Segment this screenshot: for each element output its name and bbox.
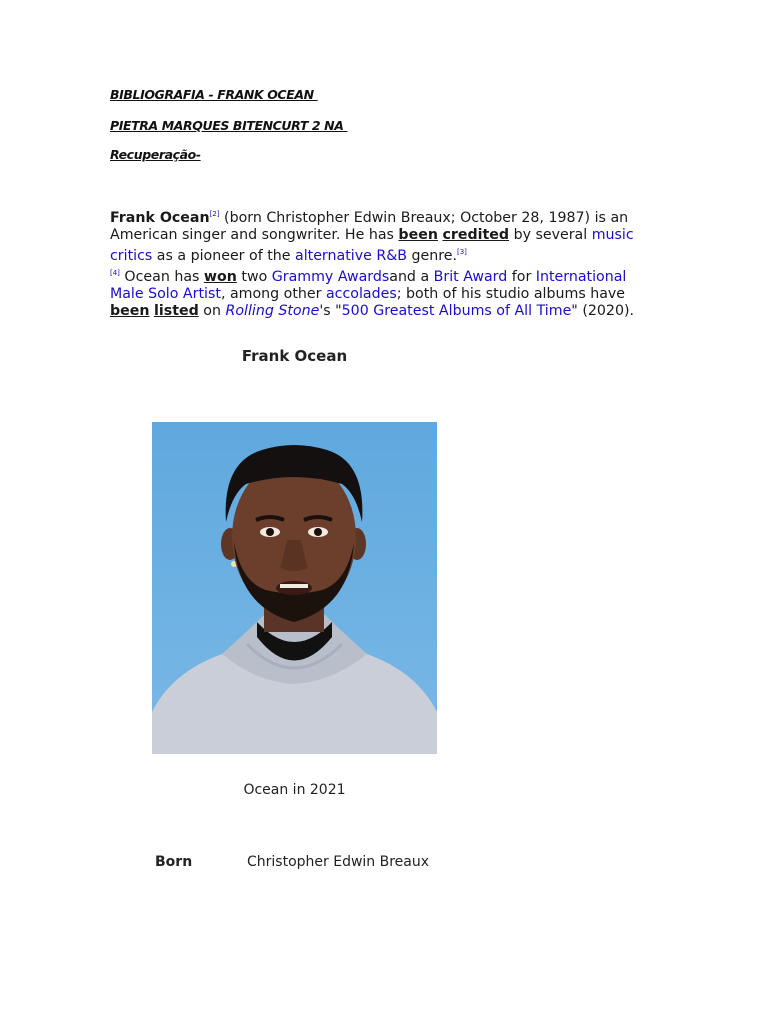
alternative-rnb-link[interactable]: alternative R&B: [295, 248, 407, 264]
document-title: BIBLIOGRAFIA - FRANK OCEAN: [110, 87, 318, 102]
highlight-credited: credited: [442, 227, 510, 243]
subtitle-line: Recuperação-: [110, 147, 201, 162]
author-line: PIETRA MARQUES BITENCURT 2 NA: [110, 118, 348, 133]
highlight-been-2: been: [110, 303, 150, 319]
intro-text: (born Christopher Edwin Breaux; October 28, 1987) is an American singer and songwriter. He has: [110, 210, 629, 243]
subject-name: Frank Ocean: [110, 210, 210, 226]
international-male-solo-artist-link[interactable]: International Male Solo Artist: [110, 269, 627, 302]
brit-award-link[interactable]: Brit Award: [433, 269, 508, 285]
born-value: Christopher Edwin Breaux: [247, 854, 430, 870]
ref-2-link[interactable]: [2]: [209, 210, 220, 218]
portrait-photo: [152, 422, 437, 754]
grammy-awards-link[interactable]: Grammy Awards: [271, 269, 390, 285]
portrait-illustration: [152, 422, 437, 754]
intro-paragraph: Frank Ocean[2] (born Christopher Edwin Breaux; October 28, 1987) is an American singer and songwriter. He has been credited by several music critics as a pioneer of the alternative R&B genre.[3] [4] Ocean has won two Grammy Awardsand a Brit Award for International Male Solo Artist, among other accolades; both of his studio albums have been listed on Rolling Stone's "500 Greatest Albums of All Time" (2020).: [110, 210, 635, 319]
music-critics-link[interactable]: music critics: [110, 227, 634, 264]
highlight-been: been: [398, 227, 438, 243]
rolling-stone-link[interactable]: Rolling Stone: [225, 303, 320, 319]
ref-3-link[interactable]: [3]: [457, 248, 467, 256]
greatest-albums-link[interactable]: 500 Greatest Albums of All Time: [341, 303, 572, 319]
infobox-title: Frank Ocean: [241, 347, 348, 365]
highlight-won: won: [203, 269, 237, 285]
born-label: Born: [155, 854, 193, 870]
ref-4-link[interactable]: [4]: [110, 269, 120, 277]
accolades-link[interactable]: accolades: [325, 286, 397, 302]
highlight-listed: listed: [154, 303, 199, 319]
photo-caption: Ocean in 2021: [243, 782, 346, 798]
